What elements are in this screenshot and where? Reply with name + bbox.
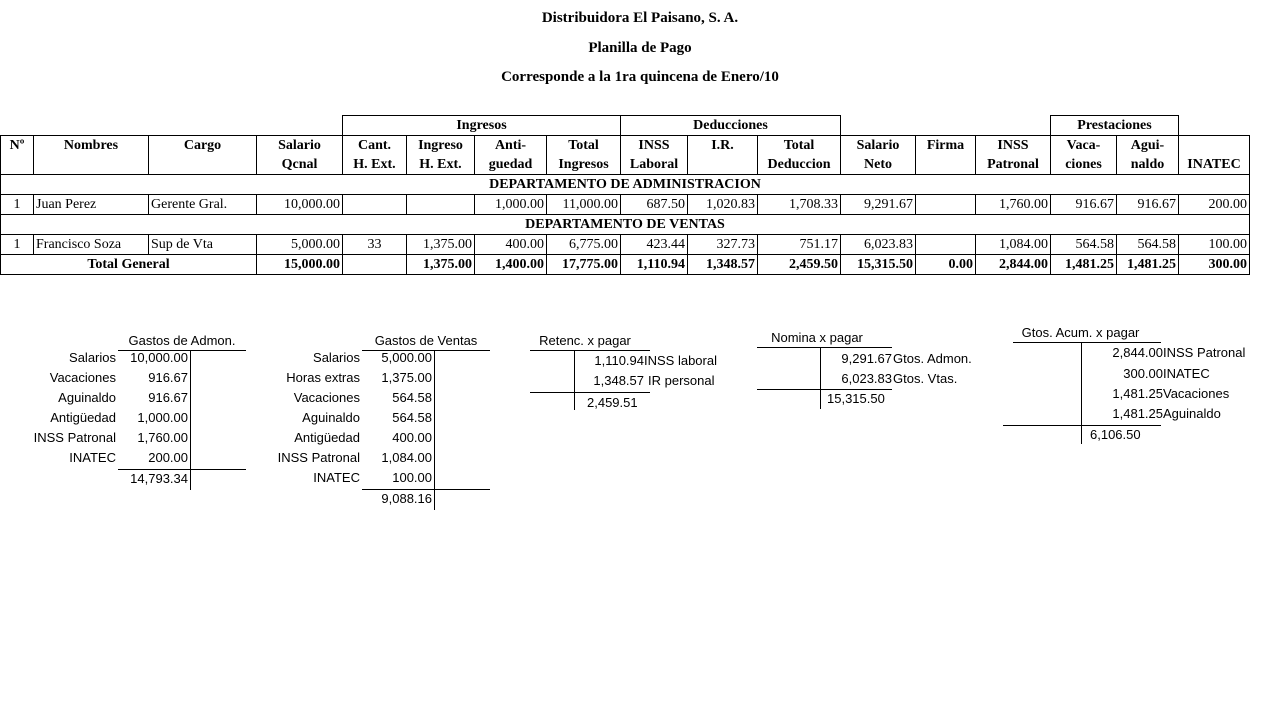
col-salario: Salario [257,136,343,156]
dept-ventas-row [1,215,1250,235]
col-cargo: Cargo [149,136,257,156]
col-inss-patronal: INSS [976,136,1051,156]
col-vacaciones: Vaca- [1051,136,1117,156]
t-account-retenc-x-pagar: Retenc. x pagar 1,110.94 INSS laboral 1,348.57 IR personal 2,459.51 [520,333,740,413]
t-account-total: 6,106.50 [1090,427,1141,442]
t-account-gastos-admon: Gastos de Admon. Salarios 10,000.00 Vacaciones 916.67 Aguinaldo 916.67 Antigüedad 1,000.00 INSS Patronal 1,760.00 INATEC 200.00 14,793.34 [0,330,260,500]
col-neto: Salario [841,136,916,156]
col-no: Nº [1,136,34,156]
col-inatec: INATEC [1179,155,1250,175]
t-account-gtos-acum-x-pagar: Gtos. Acum. x pagar 2,844.00 INSS Patronal 300.00 INATEC 1,481.25 Vacaciones 1,481.25 Aguinaldo 6,106.50 [1003,325,1273,450]
table-row: 1 Juan Perez Gerente Gral. 10,000.00 1,000.00 11,000.00 687.50 1,020.83 1,708.33 9,291.67 1,760.00 916.67 916.67 200.00 [1,195,1250,215]
dept-ventas-label: DEPARTAMENTO DE VENTAS [1,215,1250,235]
group-ingresos: Ingresos [343,116,621,136]
t-account-title: Gtos. Acum. x pagar [1021,325,1140,340]
t-account-title: Gastos de Admon. [128,333,236,348]
col-total-deduccion: Total [758,136,841,156]
total-label: Total General [1,255,257,275]
header-row-1 [1,136,1250,156]
col-nombres: Nombres [34,136,149,156]
col-firma: Firma [916,136,976,156]
col-anti: Anti- [475,136,547,156]
col-ir: I.R. [688,136,758,156]
group-prestaciones: Prestaciones [1051,116,1179,136]
t-account-total: 9,088.16 [381,491,432,506]
company-name: Distribuidora El Paisano, S. A. [541,10,739,26]
payroll-table [0,115,1250,275]
header-row-2: Qcnal H. Ext. H. Ext. guedad Ingresos Laboral Deduccion Neto Patronal ciones naldo INATEC [1,155,1250,175]
dept-admin-row [1,175,1250,195]
t-account-title: Nomina x pagar [771,330,863,345]
t-account-title: Retenc. x pagar [539,333,631,348]
t-account-total: 2,459.51 [587,395,638,410]
document-title: Planilla de Pago [588,40,692,56]
t-account-total: 15,315.50 [827,391,885,406]
t-account-nomina-x-pagar: Nomina x pagar 9,291.67 Gtos. Admon. 6,023.83 Gtos. Vtas. 15,315.50 [757,330,997,410]
group-deducciones: Deducciones [621,116,841,136]
t-account-gastos-ventas: Gastos de Ventas Salarios 5,000.00 Horas extras 1,375.00 Vacaciones 564.58 Aguinaldo 564.58 Antigüedad 400.00 INSS Patronal 1,084.00 INATEC 100.00 9,088.16 [260,330,500,520]
col-total-ingresos: Total [547,136,621,156]
col-cant: Cant. [343,136,407,156]
dept-admin-label: DEPARTAMENTO DE ADMINISTRACION [1,175,1250,195]
table-row: 1 Francisco Soza Sup de Vta 5,000.00 33 1,375.00 400.00 6,775.00 423.44 327.73 751.17 6,023.83 1,084.00 564.58 564.58 100.00 [1,235,1250,255]
t-account-total: 14,793.34 [130,471,188,486]
t-account-title: Gastos de Ventas [374,333,478,348]
total-row: Total General 15,000.00 1,375.00 1,400.00 17,775.00 1,110.94 1,348.57 2,459.50 15,315.50 0.00 2,844.00 1,481.25 1,481.25 300.00 [1,255,1250,275]
period-subtitle: Corresponde a la 1ra quincena de Enero/10 [501,69,779,85]
col-aguinaldo: Agui- [1117,136,1179,156]
col-inss: INSS [621,136,688,156]
group-header-row [1,116,1250,136]
col-ingreso: Ingreso [407,136,475,156]
